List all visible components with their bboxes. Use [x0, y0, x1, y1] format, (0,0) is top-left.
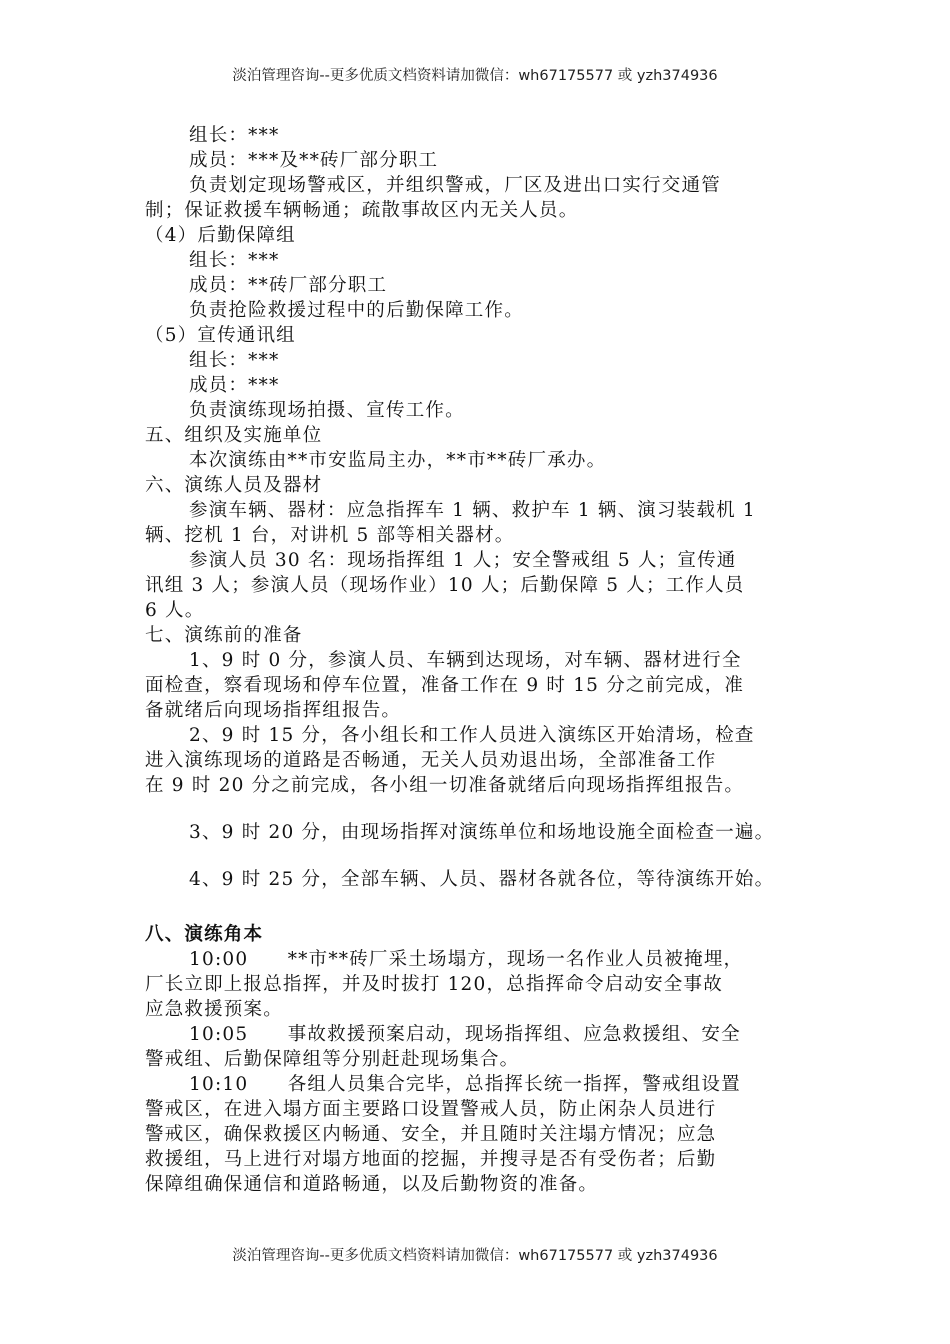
- section-heading: 六、演练人员及器材: [145, 475, 323, 496]
- text-line: 在 9 时 20 分之前完成，各小组一切准备就绪后向现场指挥组报告。: [145, 775, 745, 796]
- text-line: 成员：***: [189, 375, 280, 396]
- text-line: 辆、挖机 1 台，对讲机 5 部等相关器材。: [145, 525, 515, 546]
- text-line: 讯组 3 人；参演人员（现场作业）10 人；后勤保障 5 人；工作人员: [145, 575, 745, 596]
- text-line: 警戒组、后勤保障组等分别赶赴现场集合。: [145, 1049, 520, 1070]
- text-line: 警戒区，在进入塌方面主要路口设置警戒人员，防止闲杂人员进行: [145, 1099, 717, 1120]
- section-heading: 五、组织及实施单位: [145, 425, 323, 446]
- text-line: 组长：***: [189, 250, 280, 271]
- text-line: 备就绪后向现场指挥组报告。: [145, 700, 402, 721]
- text-line: 警戒区，确保救援区内畅通、安全，并且随时关注塌方情况；应急: [145, 1124, 717, 1145]
- spacer: [145, 798, 820, 820]
- text-line: 10:05 事故救援预案启动，现场指挥组、应急救援组、安全: [189, 1024, 741, 1045]
- text-line: 6 人。: [145, 600, 205, 621]
- text-line: 厂长立即上报总指挥，并及时拔打 120，总指挥命令启动安全事故: [145, 974, 723, 995]
- text-line: 10:10 各组人员集合完毕，总指挥长统一指挥，警戒组设置: [189, 1074, 741, 1095]
- text-line: 本次演练由**市安监局主办，**市**砖厂承办。: [189, 450, 607, 471]
- page-header: 淡泊管理咨询--更多优质文档资料请加微信：wh67175577 或 yzh374936: [232, 68, 718, 84]
- text-line: 制；保证救援车辆畅通；疏散事故区内无关人员。: [145, 200, 579, 221]
- text-line: 保障组确保通信和道路畅通，以及后勤物资的准备。: [145, 1174, 599, 1195]
- text-line: 面检查，察看现场和停车位置，准备工作在 9 时 15 分之前完成，准: [145, 675, 745, 696]
- spacer: [145, 892, 820, 914]
- text-line: 10:00 **市**砖厂采土场塌方，现场一名作业人员被掩埋，: [189, 949, 744, 970]
- section-heading: （5）宣传通讯组: [145, 325, 296, 346]
- text-line: 成员：***及**砖厂部分职工: [189, 150, 439, 171]
- text-line: 1、9 时 0 分，参演人员、车辆到达现场，对车辆、器材进行全: [189, 650, 742, 671]
- text-line: 负责划定现场警戒区，并组织警戒，厂区及进出口实行交通管: [189, 175, 721, 196]
- text-line: 负责抢险救援过程中的后勤保障工作。: [189, 300, 524, 321]
- section-heading-bold: 八、演练角本: [145, 924, 264, 945]
- text-line: 救援组，马上进行对塌方地面的挖掘，并搜寻是否有受伤者；后勤: [145, 1149, 717, 1170]
- text-line: 组长：***: [189, 125, 280, 146]
- text-line: 3、9 时 20 分，由现场指挥对演练单位和场地设施全面检查一遍。: [189, 822, 775, 843]
- section-heading: 七、演练前的准备: [145, 625, 303, 646]
- text-line: 成员：**砖厂部分职工: [189, 275, 388, 296]
- text-line: 应急救援预案。: [145, 999, 283, 1020]
- text-line: 参演车辆、器材：应急指挥车 1 辆、救护车 1 辆、演习装载机 1: [189, 500, 756, 521]
- spacer: [145, 845, 820, 867]
- section-heading: （4）后勤保障组: [145, 225, 296, 246]
- text-line: 参演人员 30 名：现场指挥组 1 人；安全警戒组 5 人；宣传通: [189, 550, 737, 571]
- text-line: 2、9 时 15 分，各小组长和工作人员进入演练区开始清场，检查: [189, 725, 755, 746]
- document-body: [145, 123, 820, 1197]
- text-line: 4、9 时 25 分，全部车辆、人员、器材各就各位，等待演练开始。: [189, 869, 775, 890]
- text-line: 负责演练现场拍摄、宣传工作。: [189, 400, 465, 421]
- text-line: 组长：***: [189, 350, 280, 371]
- text-line: 进入演练现场的道路是否畅通，无关人员劝退出场，全部准备工作: [145, 750, 717, 771]
- page-footer: 淡泊管理咨询--更多优质文档资料请加微信：wh67175577 或 yzh374936: [232, 1248, 718, 1264]
